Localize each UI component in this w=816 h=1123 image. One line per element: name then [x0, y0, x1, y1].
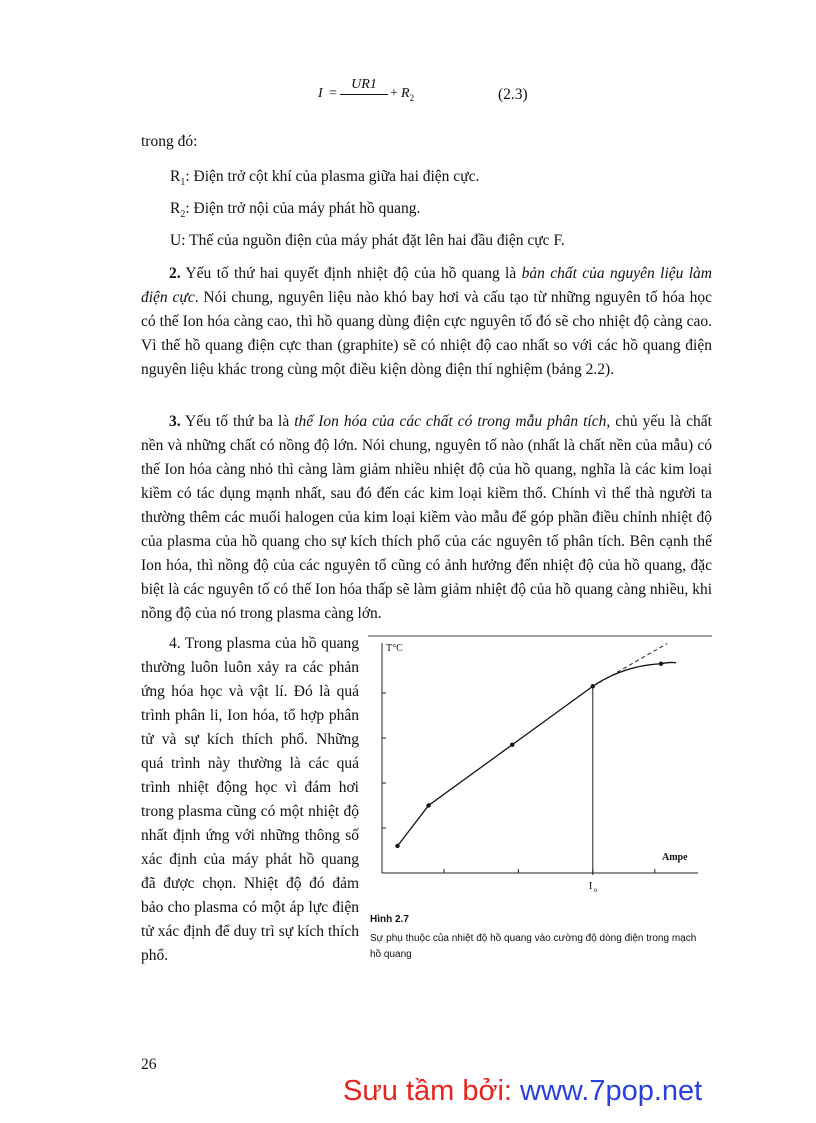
paragraph-3 — [141, 410, 712, 626]
def-subscript: 1 — [180, 177, 186, 189]
figure-title: Hình 2.7 — [370, 914, 409, 925]
data-point — [426, 803, 430, 807]
paragraph-text: chủ yếu là chất nền và những chất có nồng độ lớn. Nói chung, nguyên tố nào (nhất là chất nền của mẫu) có thế Ion hóa càng nhỏ thì càng làm giảm nhiều nhiệt độ của hồ quang, nghĩa là các kim loại kiềm có tác dụng mạnh nhất, sau đó đến các kim loại kiềm thổ. Chính vì thế thà người ta thường thêm các muối halogen của kim loại kiềm vào mẫu để góp phần điều chỉnh nhiệt độ của plasma của hồ quang cho sự kích thích phổ của các nguyên tố phân tích. Bên cạnh thế Ion hóa, thì nồng độ của các nguyên tố cũng có ảnh hưởng đến nhiệt độ của hồ quang, đặc biệt là các nguyên tố có thế Ion hóa thấp sẽ làm giảm nhiệt độ của hồ quang càng nhiều, khi nồng độ của nó trong plasma càng lớn. — [141, 413, 712, 622]
paragraph-emphasis: thế Ion hóa của các chất có trong mẫu phân tích, — [294, 413, 611, 430]
chart-layer — [382, 643, 698, 894]
page-number: 26 — [141, 1056, 157, 1073]
definition-r2 — [170, 197, 420, 227]
equation-lhs: I — [318, 86, 323, 101]
intro-text: trong đó: — [141, 133, 198, 150]
equation-numerator: UR1 — [351, 77, 377, 92]
def-text: : Điện trở nội của máy phát hồ quang. — [185, 200, 421, 217]
fraction-bar — [340, 94, 388, 95]
data-point — [659, 662, 663, 666]
def-symbol: U — [170, 232, 182, 249]
io-subscript: o — [593, 886, 598, 894]
def-subscript: 2 — [180, 209, 186, 221]
equals-sign: = — [329, 86, 337, 101]
paragraph-text: Yếu tố thứ ba là — [180, 413, 295, 430]
temperature-curve — [398, 662, 677, 846]
watermark-prefix: Sưu tầm bởi: — [343, 1075, 521, 1107]
equation-number: (2.3) — [498, 86, 528, 103]
extrapolation-line — [593, 644, 667, 687]
y-axis-label: T°C — [386, 643, 403, 654]
definition-r1 — [170, 165, 479, 195]
figure-caption: Sự phụ thuộc của nhiệt độ hồ quang vào cường độ dòng điện trong mạch hồ quang — [370, 933, 697, 960]
paragraph-text: Yếu tố thứ hai quyết định nhiệt độ của hồ quang là — [180, 265, 522, 282]
def-text: : Thế của nguồn điện của máy phát đặt lên hai đầu điện cực F. — [181, 232, 565, 249]
paragraph-4: 4. Trong plasma của hồ quang thường luôn luôn xảy ra các phản ứng hóa học và vật lí. Đó là quá trình phân li, Ion hóa, tổ hợp phân tử và sự kích thích phổ. Những quá trình này thường là các quá trình nhiệt động học vì đám hơi trong plasma cũng có một nhiệt độ nhất định ứng với những thông số xác định của máy phát hồ quang đã được chọn. Nhiệt độ đó đảm bảo cho plasma có một áp lực điện tử xác định để duy trì sự kích thích phổ. — [141, 635, 359, 964]
temperature-current-chart — [368, 633, 712, 913]
equation-fraction — [340, 78, 388, 97]
equation-rhs — [401, 86, 414, 103]
paragraph-text: . Nói chung, nguyên liệu nào khó bay hơi và cấu tạo từ những nguyên tố hóa học có thế Ion hóa càng cao, thì hồ quang dùng điện cực nguyên tố đó sẽ cho nhiệt độ càng cao. Vì thế hồ quang điện cực than (graphite) sẽ có nhiệt độ cao nhất so với các hồ quang điện nguyên liệu khác trong cùng một điều kiện dòng điện thí nghiệm (bảng 2.2). — [141, 289, 712, 378]
def-symbol: R — [170, 168, 181, 185]
def-symbol: R — [170, 200, 181, 217]
paragraph-number: 2. — [169, 265, 181, 282]
rhs-symbol: R — [401, 86, 410, 101]
paragraph-number: 3. — [169, 413, 181, 430]
data-point — [510, 743, 514, 747]
io-label: I — [588, 880, 593, 892]
x-axis-label: Ampe — [662, 852, 688, 863]
figure-2-7 — [368, 633, 712, 973]
plus-sign: + — [390, 86, 398, 101]
definition-u — [170, 229, 565, 253]
watermark-url[interactable]: www.7pop.net — [520, 1075, 703, 1107]
equation-2-3 — [318, 78, 558, 110]
watermark — [343, 1075, 702, 1108]
rhs-subscript: 2 — [409, 92, 415, 103]
data-point — [395, 844, 399, 848]
def-text: : Điện trở cột khí của plasma giữa hai điện cực. — [185, 168, 480, 185]
paragraph-emphasis: bản chất của nguyên liệu làm điện cực — [141, 265, 712, 306]
paragraph-2 — [141, 262, 712, 382]
